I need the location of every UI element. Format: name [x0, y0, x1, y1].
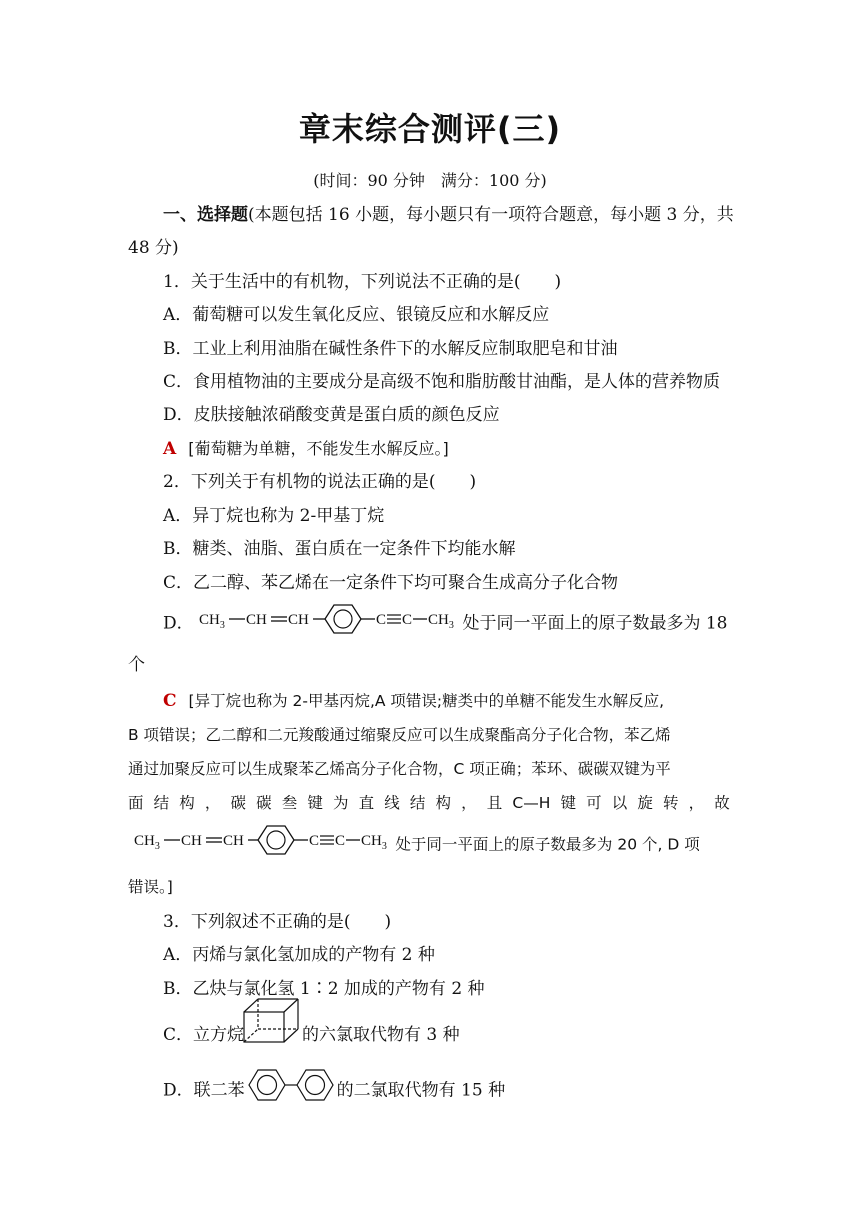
q2-option-b: B．糖类、油脂、蛋白质在一定条件下均能水解 — [163, 539, 516, 559]
q1-answer-line — [163, 438, 449, 460]
q2-explanation-4-char: 键 — [560, 794, 576, 812]
q2-option-d-cont: 个 — [128, 655, 145, 675]
q2-stem: 2．下列关于有机物的说法正确的是( ) — [163, 472, 477, 492]
q2-explanation-4-char: 故 — [714, 794, 730, 812]
q1-option-a: A．葡萄糖可以发生氧化反应、银镜反应和水解反应 — [163, 305, 550, 325]
q2-explanation-4-char: 为 — [333, 794, 349, 812]
section-heading: 一、选择题 — [163, 205, 248, 225]
q1-option-b: B．工业上利用油脂在碱性条件下的水解反应制取肥皂和甘油 — [163, 339, 618, 359]
q2-option-d-prefix: D． — [163, 613, 194, 634]
q1-explanation: [葡萄糖为单糖，不能发生水解反应。] — [188, 439, 449, 458]
q2-explanation-4-char: 可 — [586, 794, 602, 812]
q2-option-c: C．乙二醇、苯乙烯在一定条件下均可聚合生成高分子化合物 — [163, 573, 619, 593]
formula-ch-2: CH — [288, 612, 309, 628]
q2-explanation-4-char: 且 — [486, 794, 503, 812]
formula-c-2: C — [402, 612, 413, 628]
q3-option-d — [163, 1079, 505, 1103]
q1-answer: A — [163, 439, 177, 459]
q2-explanation-1: [异丁烷也称为 2-甲基丙烷,A 项错误;糖类中的单糖不能发生水解反应, — [188, 692, 665, 710]
q2-explanation-4-char: 碳 — [230, 794, 247, 812]
formula-ch3-right: $CH_3$ — [361, 833, 387, 852]
q2-explanation-3: 通过加聚反应可以生成聚苯乙烯高分子化合物，C 项正确；苯环、碳碳双键为平 — [128, 760, 671, 778]
section-intro — [163, 204, 734, 226]
page-subtitle: (时间：90 分钟 满分：100 分) — [313, 171, 547, 190]
q2-explanation-4-char: ， — [688, 794, 705, 812]
section-desc: (本题包括 16 小题，每小题只有一项符合题意，每小题 3 分，共 — [248, 205, 734, 225]
q2-explanation-4-char: ， — [204, 794, 221, 812]
q3-option-c — [163, 1024, 460, 1046]
page-title: 章末综合测评(三) — [298, 110, 562, 148]
q2-explanation-4-char: C—H — [512, 794, 551, 812]
section-desc-cont: 48 分) — [128, 238, 179, 258]
formula-c-1: C — [309, 833, 320, 849]
q2-explanation-2: B 项错误；乙二醇和二元羧酸通过缩聚反应可以生成聚酯高分子化合物，苯乙烯 — [128, 726, 671, 744]
q2-answer: C — [163, 691, 177, 711]
cubane-structure — [240, 996, 302, 1046]
q3-option-d-suffix: 的二氯取代物有 15 种 — [336, 1080, 506, 1101]
formula-ch-1: CH — [181, 833, 202, 849]
q3-option-b: B．乙炔与氯化氢 1∶2 加成的产物有 2 种 — [163, 979, 485, 999]
q3-option-a: A．丙烯与氯化氢加成的产物有 2 种 — [163, 945, 435, 965]
q2-explanation-5-text: 处于同一平面上的原子数最多为 20 个, D 项 — [395, 835, 700, 854]
q2-option-a: A．异丁烷也称为 2-甲基丁烷 — [163, 506, 385, 526]
q2-option-d — [163, 612, 728, 636]
formula-ch3-right: $CH_3$ — [428, 612, 454, 631]
q2-explanation-4-char: 结 — [409, 794, 426, 812]
q1-option-d: D．皮肤接触浓硝酸变黄是蛋白质的颜色反应 — [163, 405, 500, 425]
structural-formula — [128, 823, 390, 857]
q3-option-d-prefix: D．联二苯 — [163, 1080, 245, 1101]
q2-option-d-suffix: 处于同一平面上的原子数最多为 18 — [462, 613, 728, 634]
q2-explanation-4-char: 键 — [307, 794, 323, 812]
q2-explanation-4 — [128, 792, 730, 814]
q2-explanation-4-char: 线 — [384, 794, 400, 812]
q2-explanation-4-char: 面 — [128, 794, 144, 812]
q1-option-c: C．食用植物油的主要成分是高级不饱和脂肪酸甘油酯，是人体的营养物质 — [163, 372, 721, 392]
formula-ch-1: CH — [246, 612, 267, 628]
q2-explanation-5 — [128, 833, 700, 857]
q2-explanation-6: 错误。] — [128, 878, 173, 896]
q2-explanation-4-char: 以 — [611, 794, 628, 812]
biphenyl-structure — [245, 1067, 337, 1103]
q2-explanation-4-char: 构 — [179, 794, 195, 812]
q3-option-c-prefix: C．立方烷 — [163, 1025, 245, 1045]
structural-formula — [199, 602, 457, 636]
q2-explanation-4-char: 转 — [662, 794, 679, 812]
q3-option-c-suffix: 的六氯取代物有 3 种 — [302, 1025, 460, 1045]
formula-ch-2: CH — [223, 833, 244, 849]
q2-explanation-4-char: 叁 — [281, 794, 298, 812]
q2-explanation-4-char: 旋 — [637, 794, 653, 812]
q2-explanation-4-char: ， — [461, 794, 477, 812]
q2-explanation-4-char: 直 — [358, 794, 375, 812]
q2-explanation-4-char: 结 — [153, 794, 170, 812]
formula-ch3-left: $CH_3$ — [134, 833, 160, 852]
q2-explanation-4-char: 碳 — [256, 794, 272, 812]
formula-c-2: C — [335, 833, 346, 849]
q2-answer-line — [163, 690, 664, 712]
formula-ch3-left: $CH_3$ — [199, 612, 225, 631]
q1-stem: 1．关于生活中的有机物，下列说法不正确的是( ) — [163, 272, 562, 292]
q3-stem: 3．下列叙述不正确的是( ) — [163, 912, 392, 932]
formula-c-1: C — [376, 612, 387, 628]
q2-explanation-4-char: 构 — [435, 794, 452, 812]
